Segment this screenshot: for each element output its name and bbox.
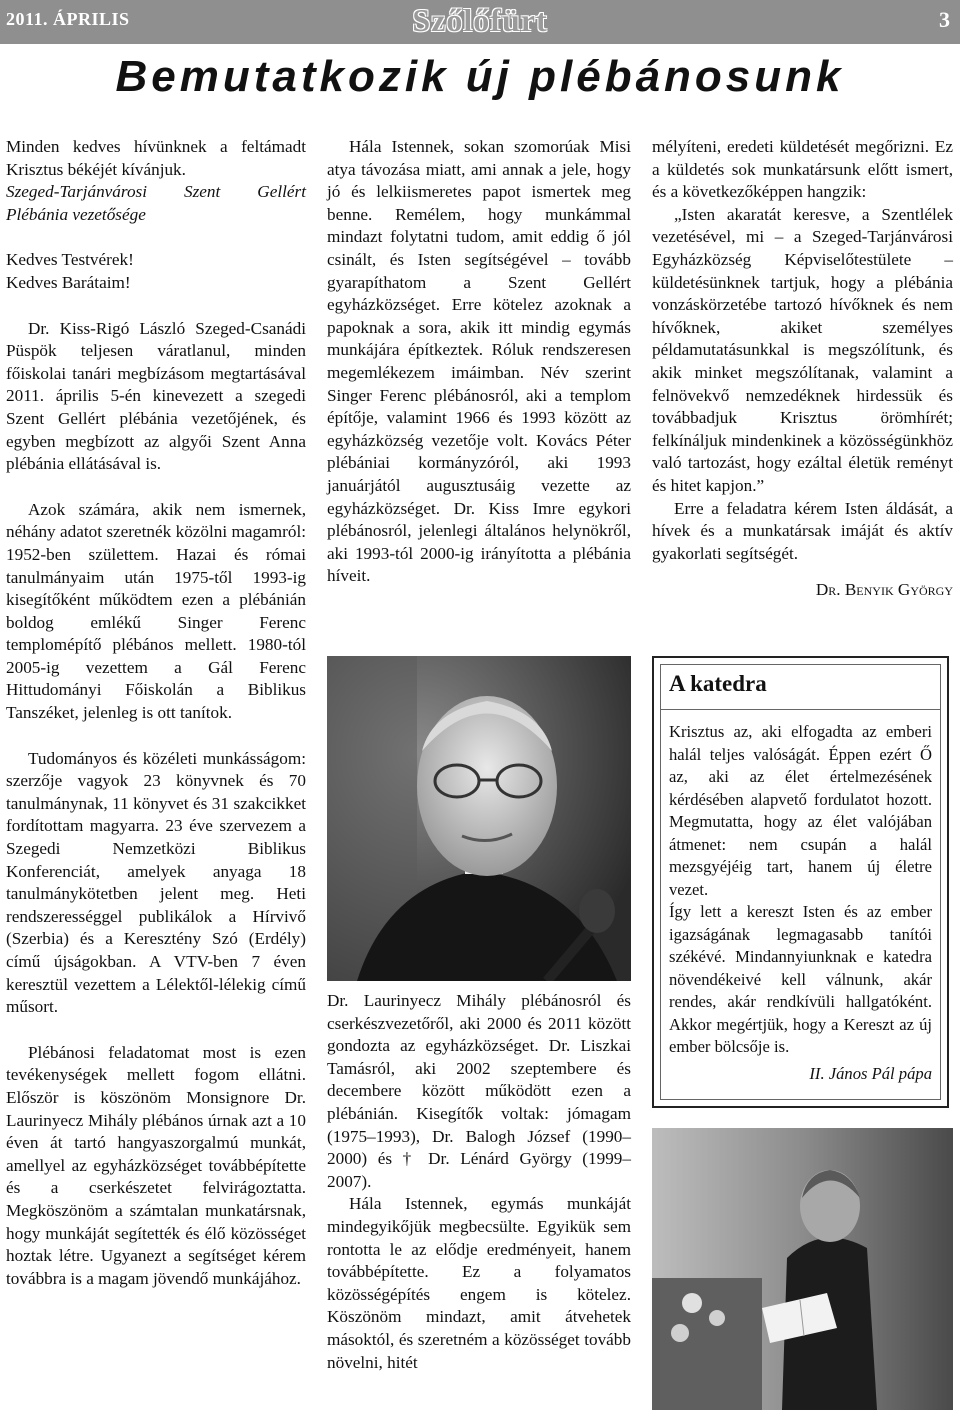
masthead-title: Szőlőfürt — [412, 2, 548, 38]
article-paragraph: Plébánosi feladatomat most is ezen tevékenységek mellett fogom ellátni. Először is köszönöm Monsignore Dr. Laurinyecz Mihály plébános úrnak azt a 10 éven át tartó hangyaszorgalmú munkát, amellyel az egyházközséget továbbépítette és a cserkészetet felvirágoztatta. Megköszönöm a számtalan munkatársnak, hogy munkáját segítették és élő közösséget hoztak létre. Ugyanezt a segítséget kérem továbbra is a magam jövendő munkájához. — [6, 1042, 306, 1288]
issue-date: 2011. ÁPRILIS — [6, 9, 130, 29]
article-column-1 — [6, 136, 306, 1290]
article-headline: Bemutatkozik új plébánosunk — [115, 52, 845, 101]
katedra-title: A katedra — [669, 671, 767, 696]
salutation-line: Kedves Barátaim! — [6, 272, 131, 292]
page-number: 3 — [939, 7, 950, 32]
article-column-2-continued — [327, 990, 631, 1374]
greeting-paragraph: Minden kedves hívünknek a feltámadt Krisztus békéjét kívánjuk. — [6, 137, 306, 179]
salutation-line: Kedves Testvérek! — [6, 250, 134, 270]
article-paragraph: Dr. Laurinyecz Mihály plébánosról és cserkészvezetőről, aki 2000 és 2011 között gondozta az egyházközséget. Dr. Liszkai Tamásról, aki 2002 szeptembere és decembere között működött ezen a plébánián. Kisegítők voltak: jómagam (1975–1993), Dr. Balogh József (1990–2000) és † Dr. Lénárd György (1999–2007). — [327, 991, 631, 1191]
author-signature: Dr. Benyik György — [815, 580, 953, 600]
article-column-3 — [652, 136, 953, 602]
katedra-paragraph: Így lett a kereszt Isten és az ember igazságának legmagasabb tanítói székévé. Mindannyiunknak e katedra növendékeivé kell válnunk, akár rendes, akár rendkívüli hallgatóként. Akkor megértjük, hogy a Kereszt az új ember bölcsője is. — [669, 902, 932, 1056]
priest-portrait-photo — [327, 656, 631, 981]
priest-reading-photo — [652, 1128, 953, 1410]
katedra-box — [652, 656, 949, 1108]
katedra-paragraph: Krisztus az, aki elfogadta az emberi halál teljes valóságát. Éppen ezért Ő az, aki az élet értelmezésének kérdésében alapvető fordulatot hozott. Megmutatta, hogy az élet valójában átmenet: nem csupán a halál mezsgyéjéig tart, hanem új életre vezet. — [669, 722, 932, 899]
article-paragraph: Tudományos és közéleti munkásságom: szerzője vagyok 23 könyvnek és 70 tanulmánynak, 11 könyvet és 31 szakcikket fordítottam magyarra. 23 éve szervezem a Szegedi Nemzetközi Biblikus Konferenciát, amelyek anyaga 18 tanulmánykötetben jelent meg. Heti rendszerességgel publikálok a Hírvivő (Szerbia) és a Keresztény Szó (Erdély) című újságokban. A VTV-ben 7 éven keresztül vezettem a Lélektől-lélekig című műsort. — [6, 748, 306, 1017]
mission-statement: „Isten akaratát keresve, a Szentlélek vezetésével, mi – a Szeged-Tarjánvárosi Egyházközség Képviselőtestülete – küldetésünknek tartjuk, hogy a plébánia vonzáskörzetébe tartozó hívőknek és nem hívőknek, akiket személyes példamutatásunkkal is megszólítunk, és akik minket megszólítanak, valamint a felnövekvő nemzedéknek hirdessük és továbbadjuk Krisztus örömhírét; felkínáljuk mindenkinek a közösségünkhöz való tartozást, hogy ezáltal életük reményt és hitet kapjon.” — [652, 204, 953, 495]
article-column-2 — [327, 136, 631, 588]
article-paragraph: Hála Istennek, sokan szomorúak Misi atya távozása miatt, ami annak a jele, hogy jó és lelkiismeretes papot ismertek meg benne. Remélem, hogy munkámmal mindazt folytatni tudom, amit eddig ő jól csinált, és Isten segítségével – tovább gyarapíthatom a Szent Gellért egyházközséget. Erre kötelez azoknak a papoknak a sora, akik itt mindig egymás munkájára építkeztek. Róluk rendszeresen megemlékezem imáimban. Név szerint Singer Ferenc plébánosról, aki a templom építője, valamint 1966 és 1993 között az egyházközség vezetője volt. Kovács Péter plébániai kormányzóról, aki 1993 januárjától augusztusáig vezette az egyházközséget. Dr. Kiss Imre egykori plébánosról, jelenlegi általános helynökről, aki 1993-tól 2000-ig irányította a plébánia híveit. — [327, 137, 631, 586]
header-bar — [0, 0, 960, 44]
greeting-signature: Szeged-Tarjánvárosi Szent Gellért Plébánia vezetősége — [6, 182, 306, 224]
article-paragraph: mélyíteni, eredeti küldetését megőrizni. Ez a küldetés sok munkatársunk előtt ismert, és a következőképpen hangzik: — [652, 137, 953, 202]
article-paragraph: Azok számára, akik nem ismernek, néhány adatot szeretnék közölni magamról: 1952-ben születtem. Hazai és római tanulmányaim után 1975-től 1993-ig kisegítőként működtem ezen a plébánián boldog emlékű Singer Ferenc templomépítő plébános mellett. 1980-tól 2005-ig vezettem a Gál Ferenc Hittudományi Főiskolán a Biblikus Tanszéket, jelenleg is ott tanítok. — [6, 499, 306, 723]
article-paragraph: Hála Istennek, egymás munkáját mindegyikőjük megbecsülte. Egyikük sem rontotta le az elődje eredményeit, hanem továbbépítette. Ez a folyamatos közösségépítés engem is kötelez. Köszönöm mindazt, amit átvehetek másoktól, és szeretném a közösséget tovább növelni, hitét — [327, 1194, 631, 1372]
article-paragraph: Dr. Kiss-Rigó László Szeged-Csanádi Püspök teljesen váratlanul, minden főiskolai tanári megbízásom megtartásával 2011. április 5-én kinevezett a szegedi Szent Gellért plébánia vezetőjének, és egyben megbízott az algyői Szent Anna plébánia ellátásával is. — [6, 318, 306, 474]
katedra-author: II. János Pál pápa — [809, 1063, 932, 1083]
article-paragraph: Erre a feladatra kérem Isten áldását, a hívek és a munkatársak imáját és aktív gyakorlati segítségét. — [652, 498, 953, 563]
